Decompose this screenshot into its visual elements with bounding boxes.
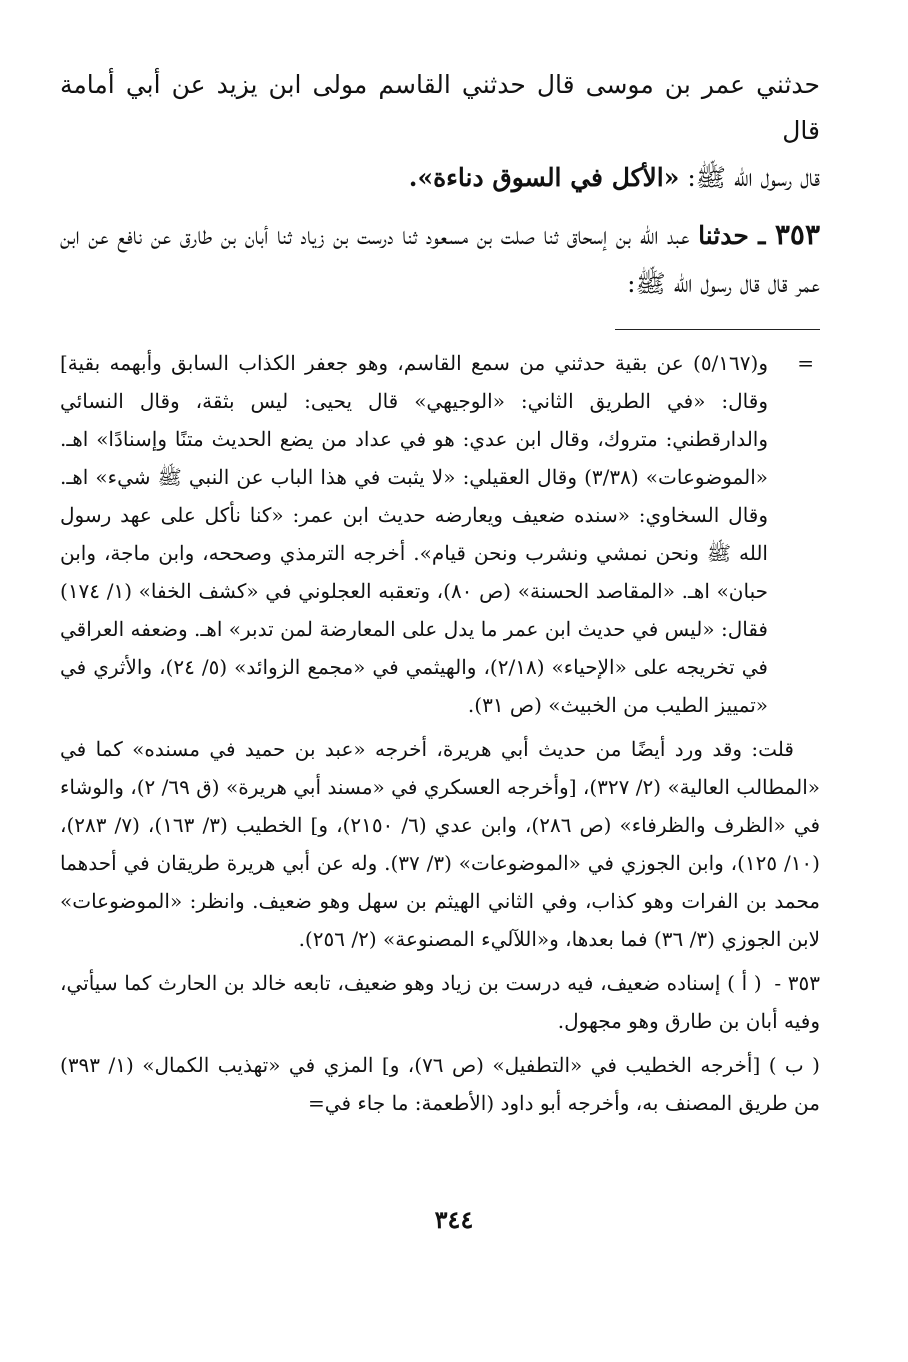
page [60, 62, 820, 1352]
main-line-1: حدثني عمر بن موسى قال حدثني القاسم مولى ابن يزيد عن أبي أمامة قال [60, 70, 820, 146]
footnote-separator [615, 329, 820, 330]
footnote-353-a [60, 964, 820, 1040]
hadith-quote: «الأكل في السوق دناءة». [408, 162, 680, 192]
continuation-mark: = [797, 350, 814, 375]
footnote-number: ٣٥٣ - [774, 970, 820, 995]
footnote-text-1: و(٥/١٦٧) عن بقية حدثني من سمع القاسم، وهو جعفر الكذاب السابق وأبهمه بقية] وقال: «في الطريق الثاني: «الوجيهي» قال يحيى: ليس بثقة، وقال النسائي والدارقطني: متروك، وقال ابن عدي: هو في عداد من يضع الحديث متنًا وإسنادًا» اهـ. «الموضوعات» (٣/٣٨) وقال العقيلي: «لا يثبت في هذا الباب عن النبي ﷺ شيء» اهـ. وقال السخاوي: «سنده ضعيف ويعارضه حديث ابن عمر: «كنا نأكل على عهد رسول الله ﷺ ونحن نمشي ونشرب ونحن قيام». أخرجه الترمذي وصححه، وابن ماجة، وابن حبان» اهـ. «المقاصد الحسنة» (ص ٨٠)، وتعقبه العجلوني في «كشف الخفا» (١/ ١٧٤) فقال: «ليس في حديث ابن عمر ما يدل على المعارضة لمن تدبر» اهـ. وضعفه العراقي في تخريجه على «الإحياء» (٢/١٨)، والهيثمي في «مجمع الزوائد» (٥/ ٢٤)، والأثري في «تمييز الطيب من الخبيث» (ص ٣١). [60, 350, 768, 717]
main-paragraph-2 [60, 209, 820, 307]
hadith-lead: ـ حدثنا [698, 220, 775, 250]
footnote-text-3: ( أ ) إسناده ضعيف، فيه درست بن زياد وهو ضعيف، تابعه خالد بن الحارث كما سيأتي، وفيه أبان بن طارق وهو مجهول. [60, 970, 820, 1033]
hadith-chain: عبد الله بن إسحاق ثنا صلت بن مسعود ثنا درست بن زياد ثنا أبان بن طارق عن نافع عن ابن عمر قال قال رسول الله ﷺ: [60, 220, 820, 298]
footnote-continuation [60, 344, 820, 724]
footnote-paragraph-2 [60, 730, 820, 958]
footnotes [60, 344, 820, 1122]
hadith-number: ٣٥٣ [774, 217, 820, 251]
footnote-text-4: ( ب ) [أخرجه الخطيب في «التطفيل» (ص ٧٦)، و] المزي في «تهذيب الكمال» (١/ ٣٩٣) من طريق المصنف به، وأخرجه أبو داود (الأطعمة: ما جاء في= [60, 1052, 820, 1115]
main-text [60, 62, 820, 307]
main-line-2: قال رسول الله ﷺ: [679, 162, 820, 192]
footnote-353-b [60, 1046, 820, 1122]
main-paragraph-1 [60, 62, 820, 201]
page-number: ٣٤٤ [434, 1205, 474, 1234]
footnote-text-2: قلت: وقد ورد أيضًا من حديث أبي هريرة، أخرجه «عبد بن حميد في مسنده» كما في «المطالب العالية» (٢/ ٣٢٧)، [وأخرجه العسكري في «مسند أبي هريرة» (ق ٦٩/ ٢)، والوشاء في «الظرف والظرفاء» (ص ٢٨٦)، وابن عدي (٦/ ٢١٥٠)، و] الخطيب (٣/ ١٦٣)، (٧/ ٢٨٣)، (١٠/ ١٢٥)، وابن الجوزي في «الموضوعات» (٣/ ٣٧). وله عن أبي هريرة طريقان في أحدهما محمد بن الفرات وهو كذاب، وفي الثاني الهيثم بن سهل وهو ضعيف. وانظر: «الموضوعات» لابن الجوزي (٣/ ٣٦) فما بعدها، و«اللآليء المصنوعة» (٢/ ٢٥٦). [60, 736, 820, 951]
